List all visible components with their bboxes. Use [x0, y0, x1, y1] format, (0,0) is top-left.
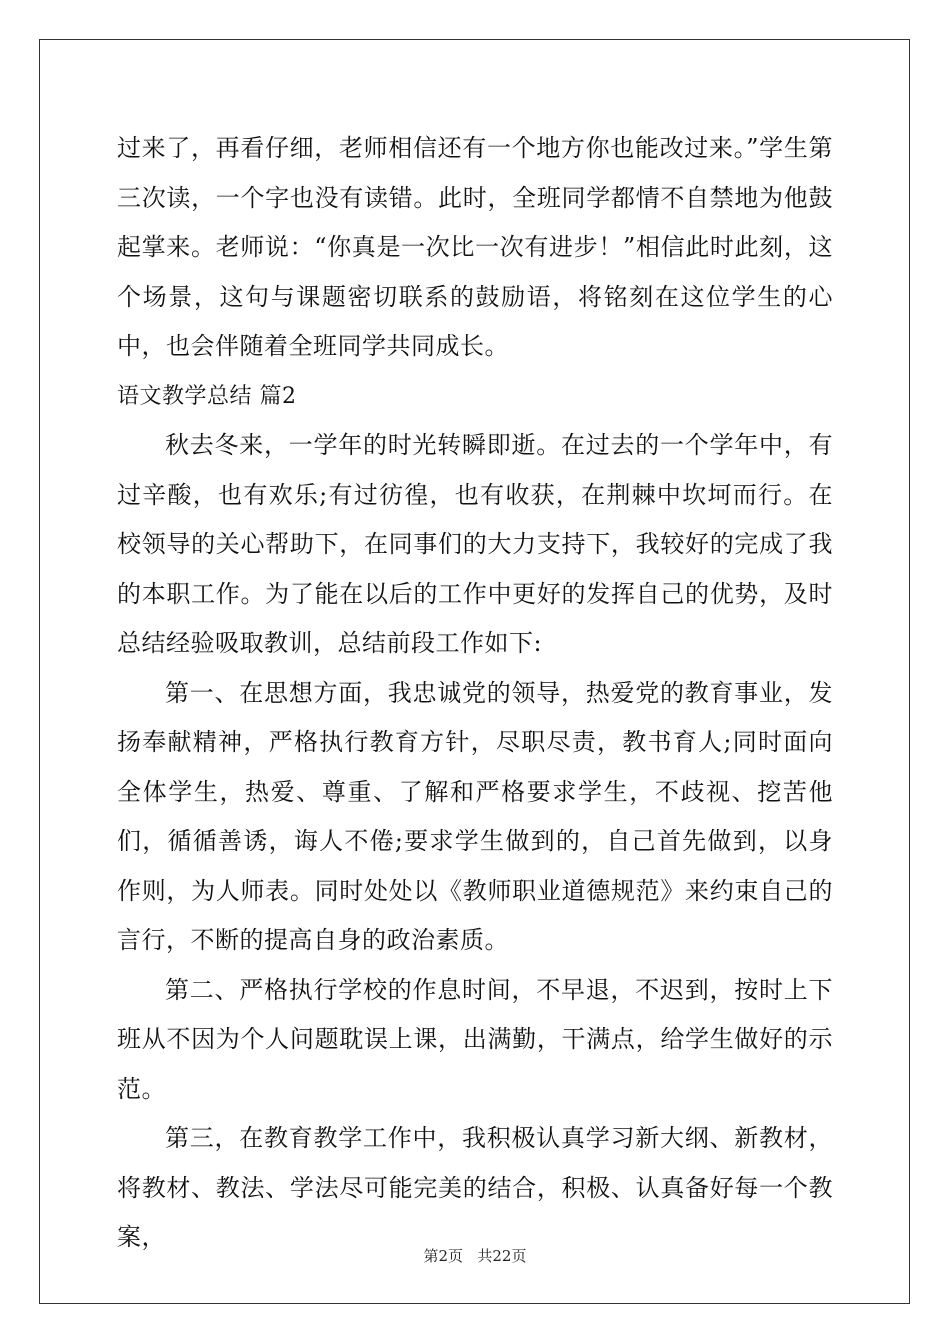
- document-body: [117, 124, 833, 1263]
- paragraph-intro: 秋去冬来，一学年的时光转瞬即逝。在过去的一个学年中，有过辛酸，也有欢乐;有过彷徨，也有收获，在荆棘中坎坷而行。在校领导的关心帮助下，在同事们的大力支持下，我较好的完成了我的本职工作。为了能在以后的工作中更好的发挥自己的优势，及时总结经验吸取教训，总结前段工作如下:: [117, 431, 833, 657]
- page-footer: [0, 1245, 950, 1266]
- paragraph-continuation: 过来了，再看仔细，老师相信还有一个地方你也能改过来。”学生第三次读，一个字也没有读错。此时，全班同学都情不自禁地为他鼓起掌来。老师说：“你真是一次比一次有进步！”相信此时此刻，这个场景，这句与课题密切联系的鼓励语，将铭刻在这位学生的心中，也会伴随着全班同学共同成长。: [117, 134, 833, 360]
- page-total: 共22页: [477, 1247, 527, 1265]
- paragraph-second: 第二、严格执行学校的作息时间，不早退，不迟到，按时上下班从不因为个人问题耽误上课，出满勤，干满点，给学生做好的示范。: [117, 975, 833, 1103]
- page-number: 第2页: [423, 1247, 464, 1265]
- paragraph-third: 第三，在教育教学工作中，我积极认真学习新大纲、新教材，将教材、教法、学法尽可能完美的结合，积极、认真备好每一个教案，: [117, 1124, 833, 1251]
- paragraph-first: 第一、在思想方面，我忠诚党的领导，热爱党的教育事业，发扬奉献精神，严格执行教育方针，尽职尽责，教书育人;同时面向全体学生，热爱、尊重、了解和严格要求学生，不歧视、挖苦他们，循循善诱，诲人不倦;要求学生做到的，自己首先做到，以身作则，为人师表。同时处处以《教师职业道德规范》来约束自己的言行，不断的提高自身的政治素质。: [117, 678, 833, 954]
- section-heading: 语文教学总结 篇2: [117, 383, 297, 409]
